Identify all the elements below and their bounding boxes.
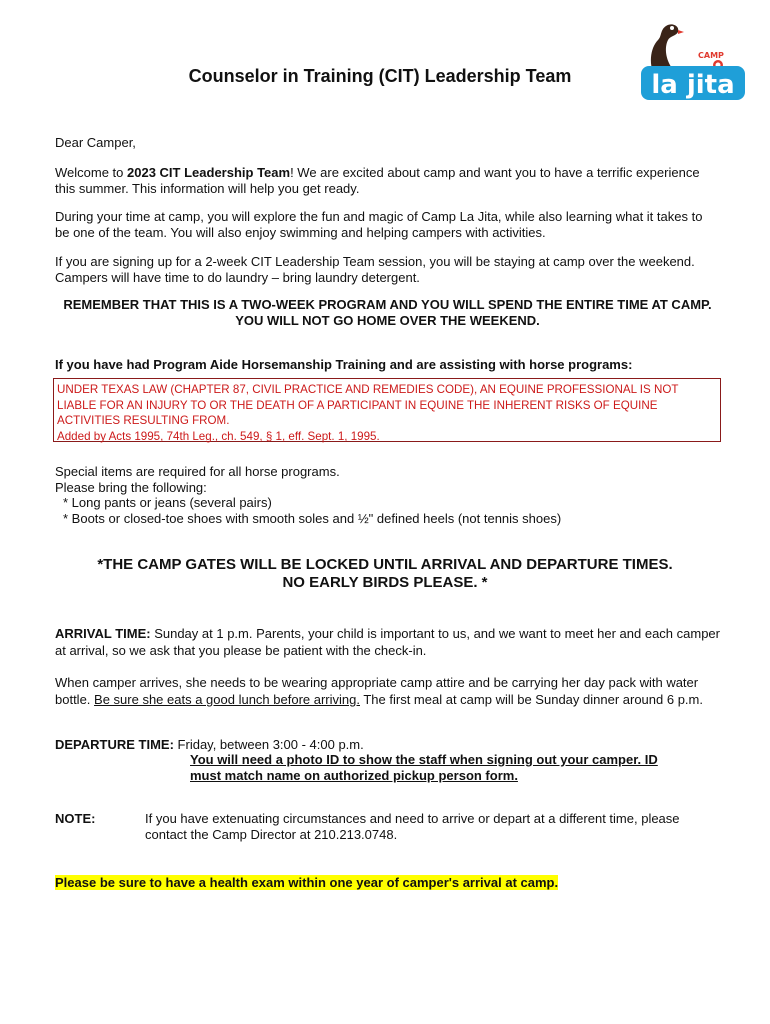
- gates-notice-line1: *THE CAMP GATES WILL BE LOCKED UNTIL ARRIVAL AND DEPARTURE TIMES.: [97, 556, 673, 573]
- intro-paragraph-1: During your time at camp, you will explore the fun and magic of Camp La Jita, while also learning what it takes to be one of the team. You will also enjoy swimming and helping campers with activities.: [55, 209, 703, 240]
- equine-liability-box: [53, 378, 721, 442]
- special-items-line1: Special items are required for all horse programs.: [55, 464, 340, 479]
- camp-la-jita-logo: [638, 18, 748, 106]
- arrival-label: ARRIVAL TIME:: [55, 626, 151, 641]
- departure-label: DEPARTURE TIME:: [55, 737, 174, 752]
- health-notice: Please be sure to have a health exam within one year of camper's arrival at camp.: [55, 875, 559, 890]
- legal-citation: Added by Acts 1995, 74th Leg., ch. 549, § 1, eff. Sept. 1, 1995.: [57, 429, 380, 443]
- arrival-paragraph: ARRIVAL TIME: Sunday at 1 p.m. Parents, your child is important to us, and we want to meet her and each camper at arrival, so we ask that you please be patient with the check-in.: [55, 626, 720, 658]
- gates-notice-line2: NO EARLY BIRDS PLEASE. *: [282, 574, 488, 591]
- horse-heading: If you have had Program Aide Horsemanship Training and are assisting with horse programs:: [55, 357, 633, 372]
- special-items-line2: Please bring the following:: [55, 479, 207, 495]
- svg-text:CAMP: CAMP: [698, 51, 724, 60]
- list-item: * Boots or closed-toe shoes with smooth soles and ½" defined heels (not tennis shoes): [63, 510, 562, 526]
- gates-notice: [0, 556, 770, 592]
- photo-id-notice: You will need a photo ID to show the staff when signing out your camper. ID must match name on authorized pickup person form.: [190, 752, 658, 783]
- page-title: Counselor in Training (CIT) Leadership Team: [188, 66, 572, 86]
- list-item: * Long pants or jeans (several pairs): [63, 495, 272, 510]
- greeting: Dear Camper,: [55, 135, 136, 150]
- remember-notice: REMEMBER THAT THIS IS A TWO-WEEK PROGRAM AND YOU WILL SPEND THE ENTIRE TIME AT CAMP. YOU WILL NOT GO HOME OVER THE WEEKEND.: [63, 297, 712, 328]
- note-label: NOTE:: [55, 811, 96, 826]
- departure-paragraph: DEPARTURE TIME: Friday, between 3:00 - 4:00 p.m.: [55, 737, 364, 752]
- legal-text: UNDER TEXAS LAW (CHAPTER 87, CIVIL PRACTICE AND REMEDIES CODE), AN EQUINE PROFESSIONAL IS NOT LIABLE FOR AN INJURY TO OR THE DEATH OF A PARTICIPANT IN EQUINE THE INHERENT RISKS OF EQUINE ACTIVITIES RESULTING FROM.: [57, 383, 679, 427]
- welcome-paragraph: Welcome to 2023 CIT Leadership Team! We are excited about camp and want you to have a terrific experience this summer. This information will help you get ready.: [55, 165, 700, 196]
- note-text: If you have extenuating circumstances and need to arrive or depart at a different time, please contact the Camp Director at 210.213.0748.: [145, 811, 680, 842]
- intro-paragraph-2: If you are signing up for a 2-week CIT Leadership Team session, you will be staying at camp over the weekend. Campers will have time to do laundry – bring laundry detergent.: [55, 254, 695, 285]
- special-items: [55, 464, 720, 526]
- svg-text:la jita: la jita: [651, 70, 735, 100]
- camper-arrives-paragraph: When camper arrives, she needs to be wearing appropriate camp attire and be carrying her day pack with water bottle. Be sure she eats a good lunch before arriving. The first meal at camp will be Sunday dinner around 6 p.m.: [55, 675, 703, 707]
